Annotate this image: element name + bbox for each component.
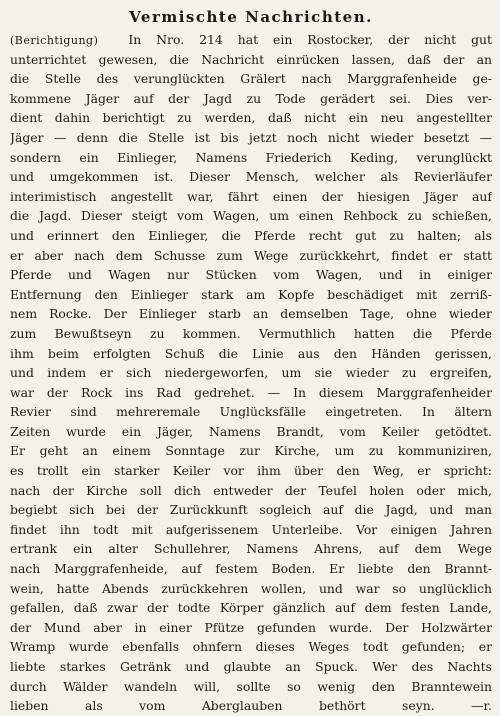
body-line: ihm beim erfolgten Schuß die Linie aus den Händen gerissen, [10,345,492,361]
body-line: Revier sind mehreremale Unglücksfälle eingetreten. In ältern [10,404,492,420]
body-line: gefallen, daß zwar der todte Körper gänzlich auf dem festen Lande, [10,600,492,616]
body-line: nach der Kirche soll dich entweder der Teufel holen oder mich, [10,482,492,498]
body-line: Wramp wurde ebenfalls ohnfern dieses Weges todt gefunden; er [10,639,492,655]
body-line: interimistisch angestellt war, fährt einen der hiesigen Jäger auf [10,188,492,204]
article-title: Vermischte Nachrichten. [129,8,373,26]
body-line: Er geht an einem Sonntage zur Kirche, um zu kommuniziren, [10,443,492,459]
body-line: nem Rocke. Der Einlieger starb an demselben Tage, ohne wieder [10,306,492,322]
body-line: Pferde und Wagen nur Stücken vom Wagen, und in einiger [10,267,492,283]
body-line: nach Marggrafenheide, auf festem Boden. Er liebte den Brannt- [10,561,492,577]
body-line: Jäger — denn die Stelle ist bis jetzt noch nicht wieder besetzt — [10,129,492,145]
body-line: zum Bewußtseyn zu kommen. Vermuthlich hatten die Pferde [10,325,492,341]
body-line: es trollt ein starker Keiler vor ihm über den Weg, er spricht: [10,463,492,479]
body-line: dient dahin berichtigt zu werden, daß nicht ein neu angestellter [10,110,492,126]
body-line: findet ihn todt mit aufgerissenem Unterleibe. Vor einigen Jahren [10,521,492,537]
body-line: unterrichtet gewesen, die Nachricht einrücken lassen, daß der an [10,51,492,67]
body-line: durch Wälder wandeln will, sollte so wenig den Branntewein [10,678,492,694]
body-line: und indem er sich niedergeworfen, um sie wieder zu ergreifen, [10,365,492,381]
body-line: begiebt sich bei der Zurückkunft sogleich auf die Jagd, und man [10,502,492,518]
body-line: die Jagd. Dieser steigt vom Wagen, um einen Rehbock zu schießen, [10,208,492,224]
body-line: war der Rock ins Rad gedrehet. — In diesem Marggrafenheider [10,384,492,400]
body-line: der Mund aber in einer Pfütze gefunden wurde. Der Holzwärter [10,619,492,635]
body-line: und erinnert den Einlieger, die Pferde recht gut zu halten; als [10,227,492,243]
body-line: und umgekommen ist. Dieser Mensch, welcher als Revierläufer [10,169,492,185]
body-line: kommene Jäger auf der Jagd zu Tode gerädert sei. Dies ver- [10,90,492,106]
body-line-signature: lieben als vom Aberglauben bethört seyn. —r. [10,698,492,714]
body-line: er aber nach dem Schusse zum Wege zurückkehrt, findet er statt [10,247,492,263]
body-line: die Stelle des verunglückten Grälert nach Marggrafenheide ge- [10,71,492,87]
article-body [10,30,492,716]
body-line: wein, hatte Abends zurückkehren wollen, und war so unglücklich [10,580,492,596]
body-line: Entfernung den Einlieger stark am Kopfe beschädiget mit zerriß- [10,286,492,302]
lead-label: (Berichtigung) [10,34,99,47]
body-line: liebte starkes Getränk und glaubte an Spuck. Wer des Nachts [10,659,492,674]
body-line: Zeiten wurde ein Jäger, Namens Brandt, vom Keiler getödtet. [10,423,492,439]
body-line: sondern ein Einlieger, Namens Friederich Keding, verunglückt [10,149,492,165]
body-line: (Berichtigung) In Nro. 214 hat ein Rostocker, der nicht gut [10,32,492,47]
body-line: ertrank ein alter Schullehrer, Namens Ahrens, auf dem Wege [10,541,492,557]
